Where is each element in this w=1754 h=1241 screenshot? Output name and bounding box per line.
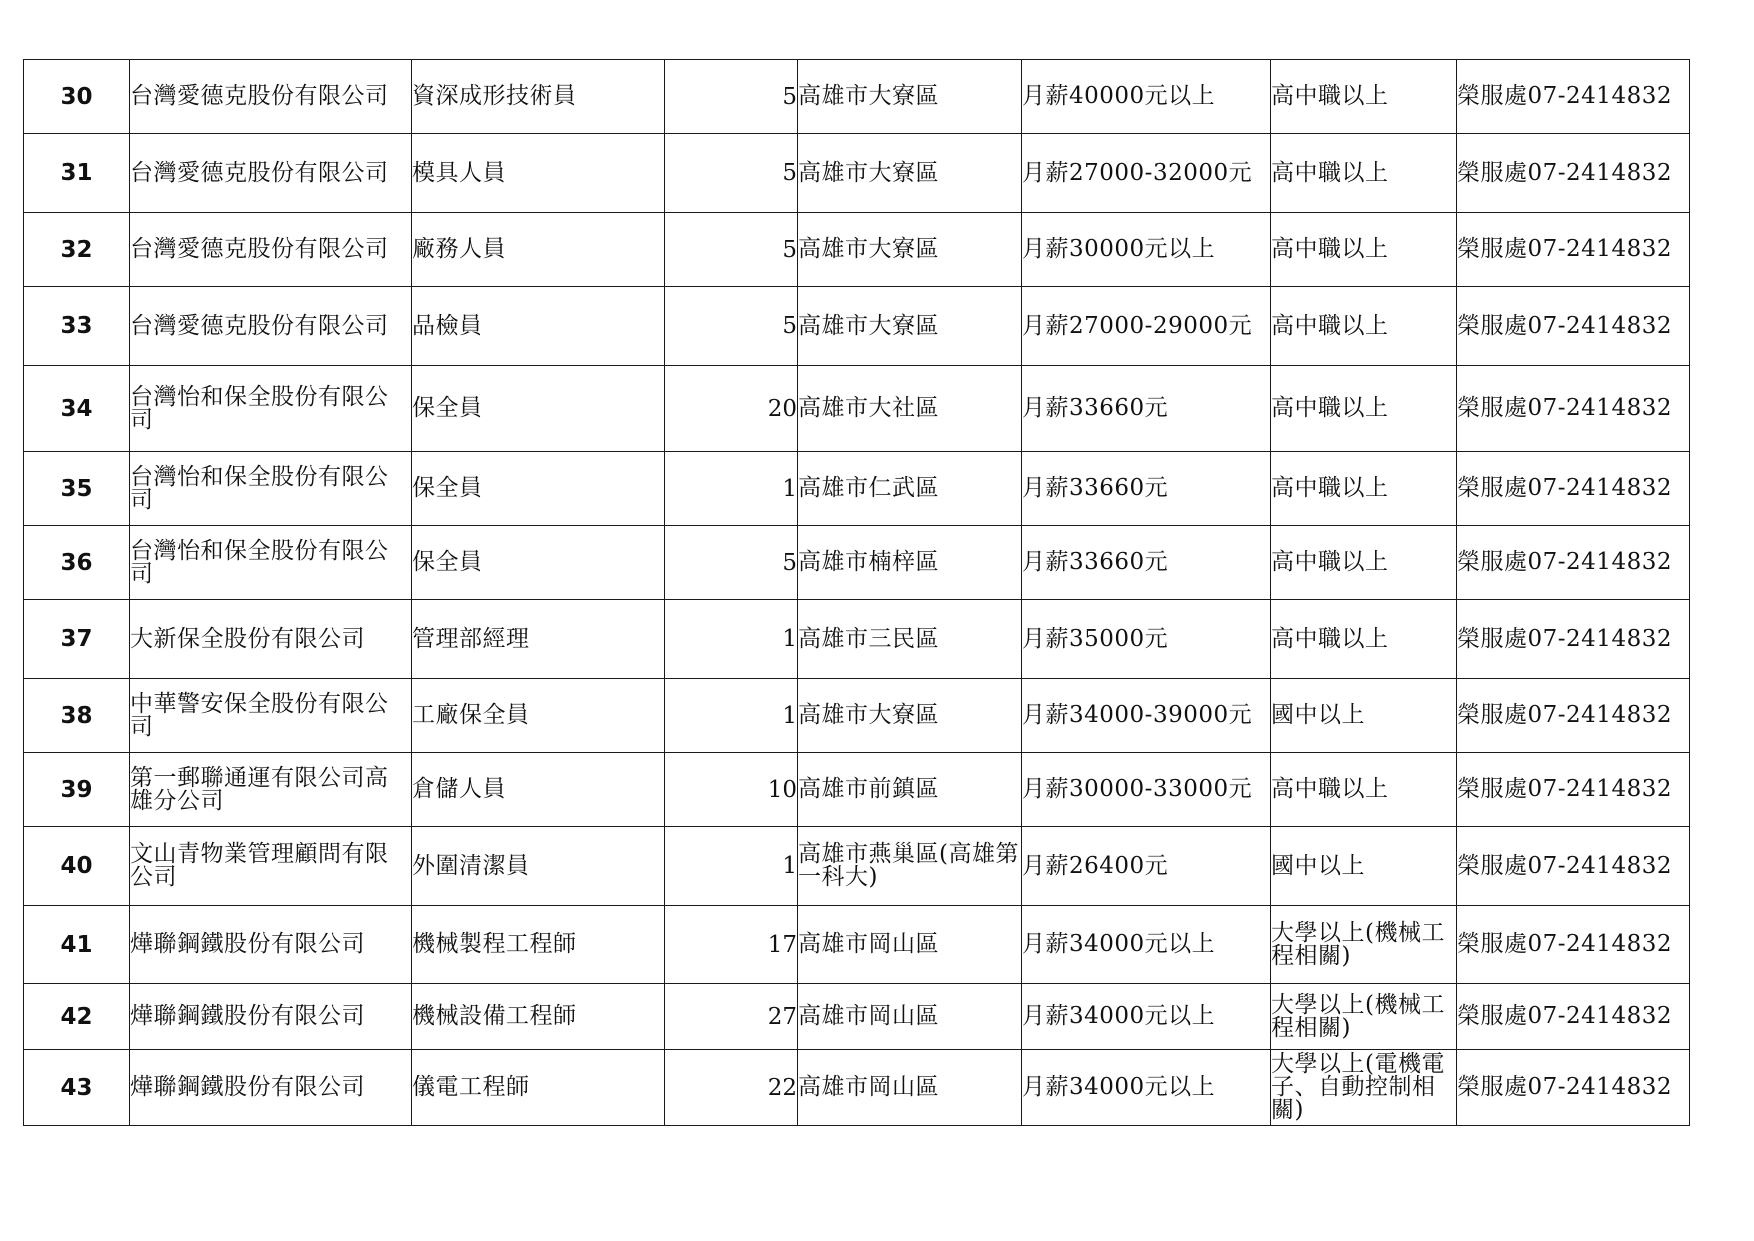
contact: 榮服處07-2414832 xyxy=(1457,753,1690,827)
table-row xyxy=(24,134,1690,213)
salary: 月薪30000-33000元 xyxy=(1022,753,1271,827)
headcount: 5 xyxy=(665,213,798,287)
education-requirement xyxy=(1271,213,1457,287)
position-title: 機械製程工程師 xyxy=(412,906,665,984)
education-requirement xyxy=(1271,287,1457,366)
education-requirement xyxy=(1271,452,1457,526)
position-title: 保全員 xyxy=(412,452,665,526)
position-title: 品檢員 xyxy=(412,287,665,366)
row-number: 33 xyxy=(24,287,130,366)
headcount: 1 xyxy=(665,679,798,753)
work-location xyxy=(798,526,1022,600)
work-location-text: 高雄市大寮區 xyxy=(798,159,939,186)
contact: 榮服處07-2414832 xyxy=(1457,984,1690,1050)
headcount: 10 xyxy=(665,753,798,827)
contact: 榮服處07-2414832 xyxy=(1457,213,1690,287)
headcount: 20 xyxy=(665,366,798,452)
row-number: 30 xyxy=(24,60,130,134)
work-location xyxy=(798,134,1022,213)
company-name-text: 大新保全股份有限公司 xyxy=(130,625,365,652)
company-name xyxy=(130,452,412,526)
position-title: 模具人員 xyxy=(412,134,665,213)
work-location xyxy=(798,452,1022,526)
contact: 榮服處07-2414832 xyxy=(1457,906,1690,984)
work-location xyxy=(798,679,1022,753)
company-name xyxy=(130,984,412,1050)
company-name-text: 文山青物業管理顧問有限公司 xyxy=(130,841,389,890)
salary: 月薪34000-39000元 xyxy=(1022,679,1271,753)
salary: 月薪34000元以上 xyxy=(1022,906,1271,984)
contact: 榮服處07-2414832 xyxy=(1457,1050,1690,1126)
education-requirement-text: 高中職以上 xyxy=(1271,549,1389,575)
table-row xyxy=(24,526,1690,600)
education-requirement xyxy=(1271,600,1457,679)
headcount: 1 xyxy=(665,452,798,526)
job-listing-sheet xyxy=(23,59,1689,1126)
company-name-text: 台灣怡和保全股份有限公司 xyxy=(130,383,389,433)
work-location xyxy=(798,287,1022,366)
company-name xyxy=(130,134,412,213)
work-location-text: 高雄市仁武區 xyxy=(798,475,939,501)
table-row xyxy=(24,60,1690,134)
company-name-text: 中華警安保全股份有限公司 xyxy=(130,690,389,740)
row-number: 38 xyxy=(24,679,130,753)
row-number: 39 xyxy=(24,753,130,827)
education-requirement-text: 大學以上(電機電子、自動控制相關) xyxy=(1271,1051,1445,1123)
contact: 榮服處07-2414832 xyxy=(1457,827,1690,906)
position-title: 外圍清潔員 xyxy=(412,827,665,906)
work-location xyxy=(798,984,1022,1050)
work-location xyxy=(798,600,1022,679)
education-requirement-text: 國中以上 xyxy=(1271,702,1365,728)
work-location xyxy=(798,827,1022,906)
education-requirement-text: 高中職以上 xyxy=(1271,776,1389,802)
work-location-text: 高雄市大寮區 xyxy=(798,702,939,728)
row-number: 37 xyxy=(24,600,130,679)
headcount: 1 xyxy=(665,600,798,679)
company-name xyxy=(130,906,412,984)
contact: 榮服處07-2414832 xyxy=(1457,600,1690,679)
position-title: 保全員 xyxy=(412,366,665,452)
row-number: 36 xyxy=(24,526,130,600)
row-number: 31 xyxy=(24,134,130,213)
headcount: 1 xyxy=(665,827,798,906)
position-title: 機械設備工程師 xyxy=(412,984,665,1050)
salary: 月薪30000元以上 xyxy=(1022,213,1271,287)
salary: 月薪34000元以上 xyxy=(1022,1050,1271,1126)
salary: 月薪34000元以上 xyxy=(1022,984,1271,1050)
education-requirement-text: 高中職以上 xyxy=(1271,312,1389,339)
work-location xyxy=(798,366,1022,452)
company-name xyxy=(130,213,412,287)
job-listing-table xyxy=(23,59,1690,1126)
education-requirement-text: 高中職以上 xyxy=(1271,236,1389,262)
salary: 月薪27000-29000元 xyxy=(1022,287,1271,366)
education-requirement xyxy=(1271,906,1457,984)
headcount: 5 xyxy=(665,60,798,134)
education-requirement xyxy=(1271,679,1457,753)
position-title: 保全員 xyxy=(412,526,665,600)
table-row xyxy=(24,213,1690,287)
company-name-text: 台灣愛德克股份有限公司 xyxy=(130,312,389,339)
company-name xyxy=(130,287,412,366)
company-name xyxy=(130,1050,412,1126)
work-location-text: 高雄市燕巢區(高雄第一科大) xyxy=(798,841,1019,890)
headcount: 5 xyxy=(665,287,798,366)
table-row xyxy=(24,984,1690,1050)
education-requirement-text: 高中職以上 xyxy=(1271,159,1389,186)
row-number: 41 xyxy=(24,906,130,984)
row-number: 35 xyxy=(24,452,130,526)
table-row xyxy=(24,366,1690,452)
work-location-text: 高雄市楠梓區 xyxy=(798,549,939,575)
education-requirement-text: 大學以上(機械工程相關) xyxy=(1271,919,1445,969)
table-row xyxy=(24,753,1690,827)
company-name xyxy=(130,366,412,452)
contact: 榮服處07-2414832 xyxy=(1457,526,1690,600)
work-location-text: 高雄市三民區 xyxy=(798,625,939,652)
position-title: 倉儲人員 xyxy=(412,753,665,827)
education-requirement-text: 高中職以上 xyxy=(1271,395,1389,421)
salary: 月薪40000元以上 xyxy=(1022,60,1271,134)
education-requirement xyxy=(1271,1050,1457,1126)
company-name-text: 台灣愛德克股份有限公司 xyxy=(130,83,389,109)
salary: 月薪33660元 xyxy=(1022,452,1271,526)
work-location-text: 高雄市大寮區 xyxy=(798,83,939,109)
row-number: 34 xyxy=(24,366,130,452)
company-name-text: 燁聯鋼鐵股份有限公司 xyxy=(130,1003,365,1029)
headcount: 17 xyxy=(665,906,798,984)
company-name-text: 第一郵聯通運有限公司高雄分公司 xyxy=(130,764,389,814)
work-location xyxy=(798,753,1022,827)
position-title: 管理部經理 xyxy=(412,600,665,679)
work-location-text: 高雄市大寮區 xyxy=(798,236,939,262)
position-title: 工廠保全員 xyxy=(412,679,665,753)
work-location-text: 高雄市岡山區 xyxy=(798,1074,939,1100)
work-location xyxy=(798,60,1022,134)
table-row xyxy=(24,1050,1690,1126)
headcount: 5 xyxy=(665,526,798,600)
education-requirement-text: 高中職以上 xyxy=(1271,625,1389,652)
education-requirement xyxy=(1271,60,1457,134)
headcount: 5 xyxy=(665,134,798,213)
salary: 月薪26400元 xyxy=(1022,827,1271,906)
education-requirement xyxy=(1271,366,1457,452)
position-title: 廠務人員 xyxy=(412,213,665,287)
salary: 月薪33660元 xyxy=(1022,526,1271,600)
contact: 榮服處07-2414832 xyxy=(1457,452,1690,526)
contact: 榮服處07-2414832 xyxy=(1457,134,1690,213)
contact: 榮服處07-2414832 xyxy=(1457,287,1690,366)
company-name-text: 台灣愛德克股份有限公司 xyxy=(130,236,389,262)
work-location-text: 高雄市岡山區 xyxy=(798,931,939,957)
work-location-text: 高雄市大社區 xyxy=(798,395,939,421)
company-name-text: 燁聯鋼鐵股份有限公司 xyxy=(130,931,365,957)
education-requirement xyxy=(1271,984,1457,1050)
headcount: 27 xyxy=(665,984,798,1050)
salary: 月薪33660元 xyxy=(1022,366,1271,452)
table-row xyxy=(24,827,1690,906)
work-location-text: 高雄市岡山區 xyxy=(798,1003,939,1029)
company-name-text: 燁聯鋼鐵股份有限公司 xyxy=(130,1074,365,1100)
salary: 月薪27000-32000元 xyxy=(1022,134,1271,213)
company-name-text: 台灣怡和保全股份有限公司 xyxy=(130,537,389,587)
education-requirement xyxy=(1271,526,1457,600)
row-number: 42 xyxy=(24,984,130,1050)
education-requirement-text: 大學以上(機械工程相關) xyxy=(1271,991,1445,1041)
row-number: 40 xyxy=(24,827,130,906)
education-requirement xyxy=(1271,827,1457,906)
table-row xyxy=(24,906,1690,984)
contact: 榮服處07-2414832 xyxy=(1457,366,1690,452)
table-row xyxy=(24,452,1690,526)
company-name-text: 台灣愛德克股份有限公司 xyxy=(130,159,389,186)
table-row xyxy=(24,600,1690,679)
company-name xyxy=(130,526,412,600)
education-requirement-text: 國中以上 xyxy=(1271,852,1365,879)
headcount: 22 xyxy=(665,1050,798,1126)
contact: 榮服處07-2414832 xyxy=(1457,679,1690,753)
education-requirement-text: 高中職以上 xyxy=(1271,475,1389,501)
contact: 榮服處07-2414832 xyxy=(1457,60,1690,134)
row-number: 43 xyxy=(24,1050,130,1126)
work-location xyxy=(798,213,1022,287)
work-location-text: 高雄市大寮區 xyxy=(798,312,939,339)
work-location-text: 高雄市前鎮區 xyxy=(798,776,939,802)
table-row xyxy=(24,679,1690,753)
company-name-text: 台灣怡和保全股份有限公司 xyxy=(130,463,389,513)
company-name xyxy=(130,600,412,679)
company-name xyxy=(130,679,412,753)
table-row xyxy=(24,287,1690,366)
education-requirement-text: 高中職以上 xyxy=(1271,83,1389,109)
company-name xyxy=(130,827,412,906)
education-requirement xyxy=(1271,134,1457,213)
position-title: 資深成形技術員 xyxy=(412,60,665,134)
salary: 月薪35000元 xyxy=(1022,600,1271,679)
work-location xyxy=(798,906,1022,984)
row-number: 32 xyxy=(24,213,130,287)
education-requirement xyxy=(1271,753,1457,827)
work-location xyxy=(798,1050,1022,1126)
company-name xyxy=(130,753,412,827)
position-title: 儀電工程師 xyxy=(412,1050,665,1126)
company-name xyxy=(130,60,412,134)
